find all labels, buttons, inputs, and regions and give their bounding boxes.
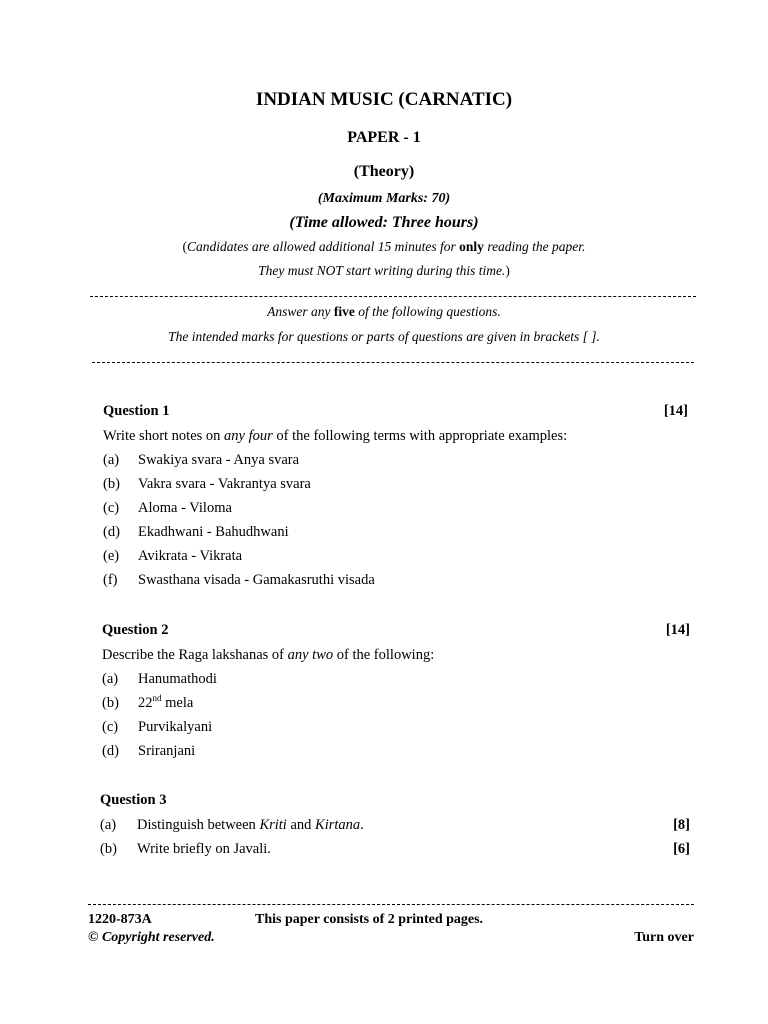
question-2-heading: Question 2 (102, 622, 169, 638)
divider-footer (88, 904, 694, 905)
q2-item-label: (c) (102, 719, 119, 735)
reading-time-note-line1: (Candidates are allowed additional 15 minutes for only reading the paper. (182, 239, 586, 254)
paper-type: (Theory) (353, 163, 415, 180)
q1-item-label: (d) (103, 524, 120, 540)
copyright-icon: © (88, 930, 99, 945)
question-1-heading: Question 1 (103, 403, 170, 419)
q1-item-text: Swasthana visada - Gamakasruthi visada (138, 572, 375, 588)
q3-item-text: Distinguish between Kriti and Kirtana. (137, 817, 364, 833)
q2-item-text: 22nd mela (138, 693, 194, 711)
q2-item-text: Purvikalyani (138, 719, 213, 735)
instructions-line1: Answer any five of the following questions. (267, 304, 501, 319)
question-2-marks: [14] (665, 622, 690, 638)
q1-item-label: (f) (103, 572, 118, 588)
q2-item-text: Hanumathodi (138, 671, 217, 687)
q3-item-label: (a) (100, 817, 117, 833)
turn-over-note: Turn over (634, 930, 694, 945)
q1-item-label: (c) (103, 500, 120, 516)
question-1-marks: [14] (663, 403, 688, 419)
divider-instructions (92, 362, 694, 363)
q1-item-label: (b) (103, 476, 120, 492)
q2-item-label: (b) (102, 695, 119, 711)
paper-number: PAPER - 1 (347, 129, 421, 146)
q3-item-label: (b) (100, 841, 117, 857)
q1-item-text: Ekadhwani - Bahudhwani (138, 524, 289, 540)
exam-title: INDIAN MUSIC (CARNATIC) (255, 89, 513, 110)
q3-item-marks: [6] (673, 841, 690, 857)
q2-item-text: Sriranjani (138, 743, 196, 759)
q1-item-text: Avikrata - Vikrata (138, 548, 243, 564)
maximum-marks: (Maximum Marks: 70) (317, 191, 451, 206)
question-2-prompt: Describe the Raga lakshanas of any two of the following: (102, 647, 435, 663)
q2-item-label: (d) (102, 743, 119, 759)
q1-item-label: (a) (103, 452, 120, 468)
instructions-line2: The intended marks for questions or parts of questions are given in brackets [ ]. (168, 329, 600, 344)
q1-item-label: (e) (103, 548, 120, 564)
copyright-notice: © Copyright reserved. (88, 930, 215, 945)
divider-top (90, 296, 696, 297)
reading-time-note-line2: They must NOT start writing during this time.) (258, 263, 510, 278)
page-count-note: This paper consists of 2 printed pages. (255, 912, 484, 927)
time-allowed: (Time allowed: Three hours) (289, 214, 479, 231)
question-1-prompt: Write short notes on any four of the following terms with appropriate examples: (103, 428, 568, 444)
q1-item-text: Aloma - Viloma (138, 500, 232, 516)
q1-item-text: Vakra svara - Vakrantya svara (138, 476, 311, 492)
q1-item-text: Swakiya svara - Anya svara (138, 452, 300, 468)
q3-item-marks: [8] (673, 817, 690, 833)
q3-item-text: Write briefly on Javali. (137, 841, 271, 857)
paper-code: 1220-873A (88, 912, 152, 927)
question-3-heading: Question 3 (100, 792, 167, 808)
q2-item-label: (a) (102, 671, 119, 687)
